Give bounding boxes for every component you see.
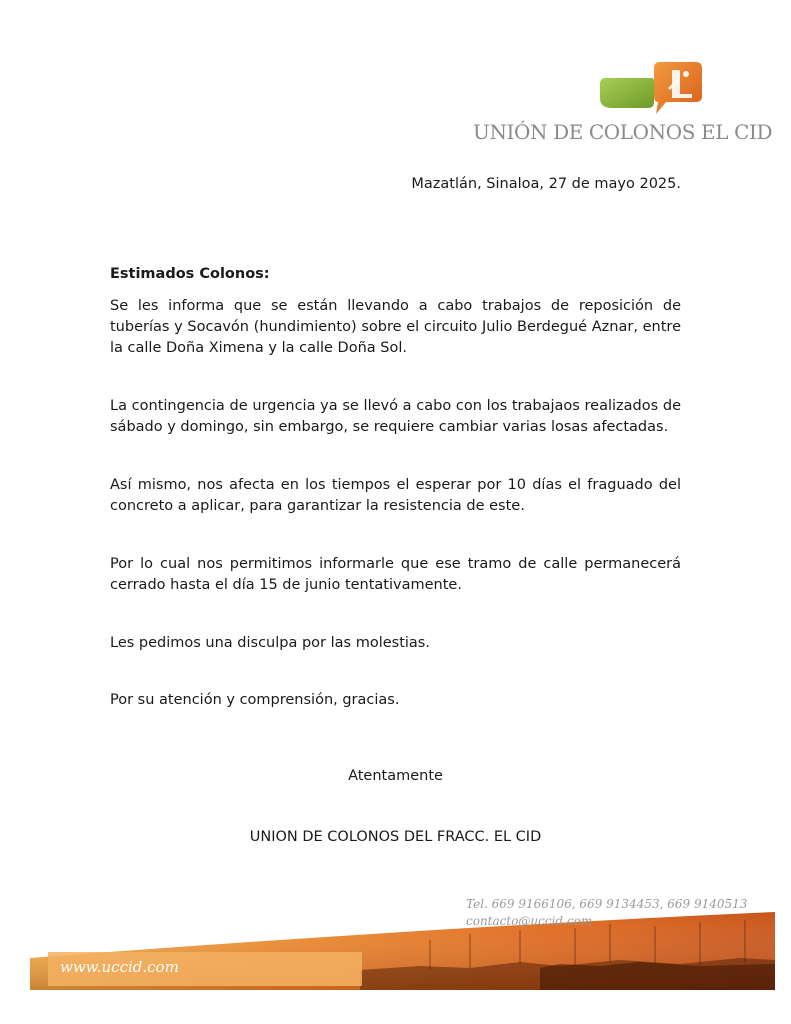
paragraph: Por lo cual nos permitimos informarle que ese tramo de calle permanecerá cerrado hasta el día 15 de junio tentativamente. [110,556,681,593]
letter-greeting: Estimados Colonos: [110,266,270,282]
letter-date: Mazatlán, Sinaloa, 27 de mayo 2025. [411,176,681,192]
contact-email[interactable]: contacto@uccid.com [466,914,593,928]
speech-bubbles-logo-icon [596,58,708,120]
paragraph: Por su atención y comprensión, gracias. [110,692,400,708]
letter-body [110,264,681,711]
contact-phones: Tel. 669 9166106, 669 9134453, 669 9140513 [466,897,748,911]
organization-logo [470,58,773,148]
website-link[interactable]: www.uccid.com [60,958,179,976]
sign-off-text: Atentamente [348,768,443,784]
signature: UNION DE COLONOS DEL FRACC. EL CID [249,829,542,845]
paragraph: Así mismo, nos afecta en los tiempos el esperar por 10 días el fraguado del concreto a aplicar, para garantizar la resistencia de este. [110,477,681,514]
paragraph: La contingencia de urgencia ya se llevó a cabo con los trabajaos realizados de sábado y domingo, sin embargo, se requiere cambiar varias losas afectadas. [110,398,681,435]
paragraph: Se les informa que se están llevando a cabo trabajos de reposición de tuberías y Socavón (hundimiento) sobre el circuito Julio Berdegué Aznar, entre la calle Doña Ximena y la calle Doña Sol. [110,298,681,356]
sign-off [0,768,791,784]
contact-info [466,896,747,930]
organization-name: UNIÓN DE COLONOS EL CID [473,120,773,144]
paragraph: Les pedimos una disculpa por las molestias. [110,635,430,651]
